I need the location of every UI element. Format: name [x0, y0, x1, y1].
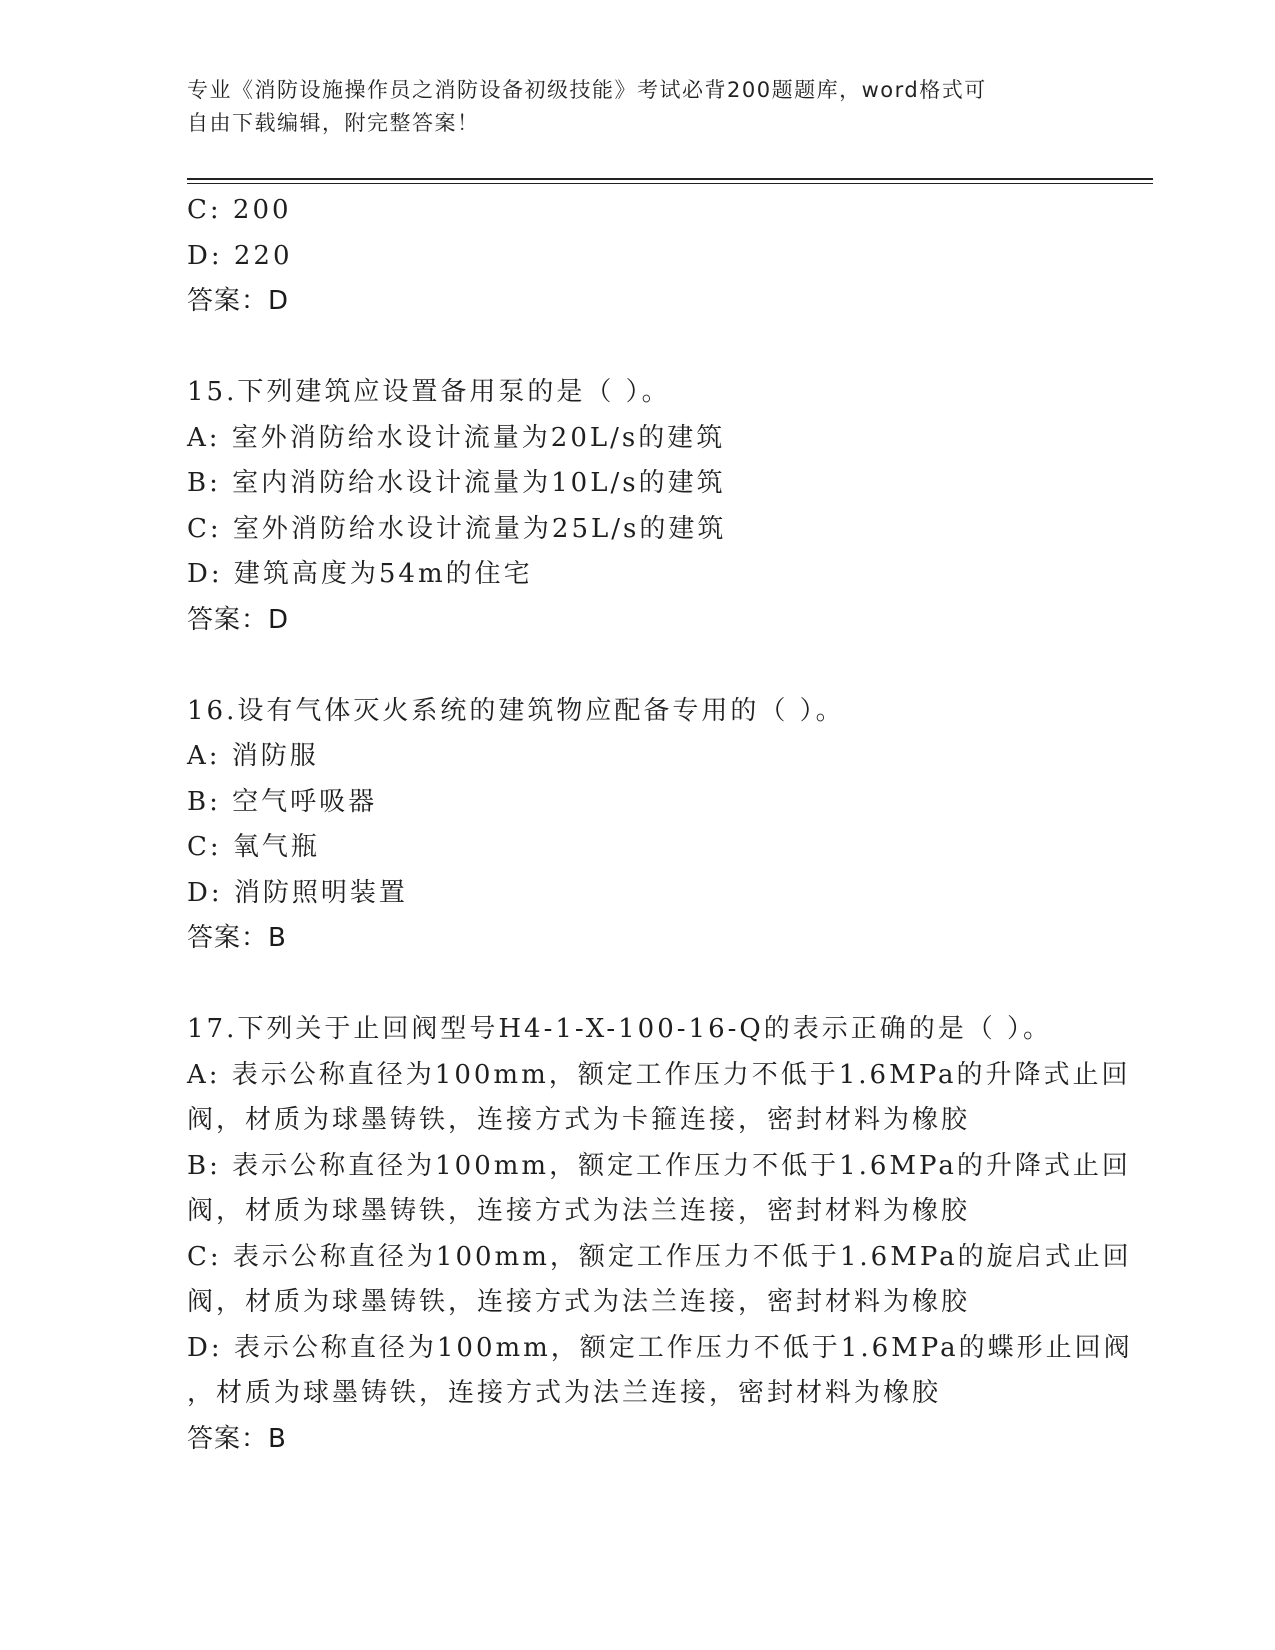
question-17 [187, 1007, 1133, 1462]
option-d: D: 消防照明装置 [187, 877, 408, 908]
option-d: D: 建筑高度为54m的住宅 [187, 559, 533, 589]
header-line-1: 专业《消防设施操作员之消防设备初级技能》考试必背200题题库，word格式可 [187, 78, 987, 102]
header-divider [187, 178, 1153, 180]
option-b-continued: 阀，材质为球墨铸铁，连接方式为法兰连接，密封材料为橡胶 [187, 1196, 971, 1226]
option-d: D: 220 [187, 240, 293, 271]
spacer [187, 643, 1087, 689]
option-a: A: 消防服 [187, 741, 319, 771]
option-b: B: 表示公称直径为100mm，额定工作压力不低于1.6MPa的升降式止回 [187, 1150, 1131, 1181]
option-c-continued: 阀，材质为球墨铸铁，连接方式为法兰连接，密封材料为橡胶 [187, 1287, 971, 1317]
option-c: C: 200 [187, 195, 292, 225]
question-stem: 17.下列关于止回阀型号H4-1-X-100-16-Q的表示正确的是（ ）。 [187, 1014, 1052, 1044]
question-stem: 15.下列建筑应设置备用泵的是（ ）。 [187, 377, 671, 407]
answer-line: 答案：B [187, 1423, 287, 1454]
option-a: A: 表示公称直径为100mm，额定工作压力不低于1.6MPa的升降式止回 [187, 1059, 1131, 1090]
option-a: A: 室外消防给水设计流量为20L/s的建筑 [187, 422, 726, 453]
option-b: B: 室内消防给水设计流量为10L/s的建筑 [187, 468, 726, 498]
question-stem: 16.设有气体灭火系统的建筑物应配备专用的（ ）。 [187, 695, 845, 726]
header-line-2: 自由下载编辑，附完整答案！ [187, 111, 480, 135]
question-16 [187, 689, 1087, 962]
spacer [187, 962, 1087, 1008]
answer-line: 答案：D [187, 286, 290, 316]
option-a-continued: 阀，材质为球墨铸铁，连接方式为卡箍连接，密封材料为橡胶 [187, 1105, 971, 1135]
option-c: C: 氧气瓶 [187, 832, 320, 862]
option-d: D: 表示公称直径为100mm，额定工作压力不低于1.6MPa的蝶形止回阀 [187, 1332, 1133, 1363]
option-b: B: 空气呼吸器 [187, 786, 378, 817]
header-divider-thin [187, 183, 1153, 184]
spacer [187, 325, 1087, 371]
option-c: C: 室外消防给水设计流量为25L/s的建筑 [187, 513, 727, 544]
option-c: C: 表示公称直径为100mm，额定工作压力不低于1.6MPa的旋启式止回 [187, 1241, 1132, 1272]
question-15 [187, 370, 1087, 643]
page-header [187, 74, 1067, 140]
option-d-continued: ，材质为球墨铸铁，连接方式为法兰连接，密封材料为橡胶 [187, 1378, 942, 1408]
document-body [187, 188, 1133, 1462]
answer-line: 答案：D [187, 604, 290, 635]
answer-line: 答案：B [187, 923, 287, 953]
previous-question-tail [187, 188, 1087, 325]
